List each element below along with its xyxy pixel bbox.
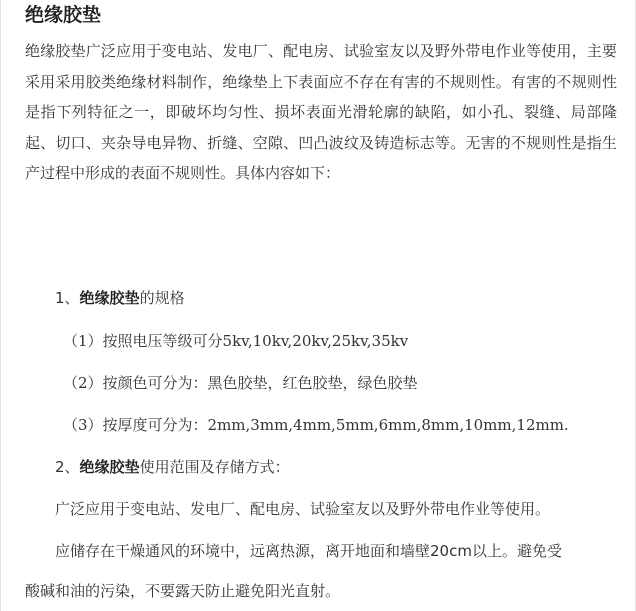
- section1-heading-text: 的规格: [139, 289, 185, 307]
- storage-text-line1: 应储存在干燥通风的环境中，远离热源，离开地面和墙壁20cm以上。避免受: [55, 542, 562, 560]
- usage-text: 广泛应用于变电站、发电厂、配电房、试验室友以及野外带电作业等使用。: [55, 500, 551, 518]
- section1-keyword: 绝缘胶垫: [79, 289, 140, 307]
- storage-text-line2: 酸碱和油的污染，不要露天防止避免阳光直射。: [25, 582, 341, 600]
- section1-heading: [55, 287, 185, 309]
- section2-number: 2、: [55, 458, 80, 476]
- spec-item-thickness: （3）按厚度可分为：2mm,3mm,4mm,5mm,6mm,8mm,10mm,12mm.: [63, 416, 569, 434]
- spec-item-color: （2）按颜色可分为：黑色胶垫，红色胶垫，绿色胶垫: [63, 374, 418, 392]
- section1-number: 1、: [55, 289, 80, 307]
- article-title: 绝缘胶垫: [25, 4, 102, 26]
- section2-heading-text: 使用范围及存储方式：: [139, 458, 290, 476]
- intro-paragraph: 绝缘胶垫广泛应用于变电站、发电厂、配电房、试验室友以及野外带电作业等使用，主要采用采用胶类绝缘材料制作，绝缘垫上下表面应不存在有害的不规则性。有害的不规则性是指下列特征之一，即破坏均匀性、损坏表面光滑轮廓的缺陷，如小孔、裂缝、局部隆起、切口、夹杂导电异物、折缝、空隙、凹凸波纹及铸造标志等。无害的不规则性是指生产过程中形成的表面不规则性。具体内容如下：: [25, 42, 617, 183]
- section2-keyword: 绝缘胶垫: [79, 458, 140, 476]
- section2-heading: [55, 456, 290, 478]
- spec-item-voltage: （1）按照电压等级可分5kv,10kv,20kv,25kv,35kv: [63, 332, 409, 350]
